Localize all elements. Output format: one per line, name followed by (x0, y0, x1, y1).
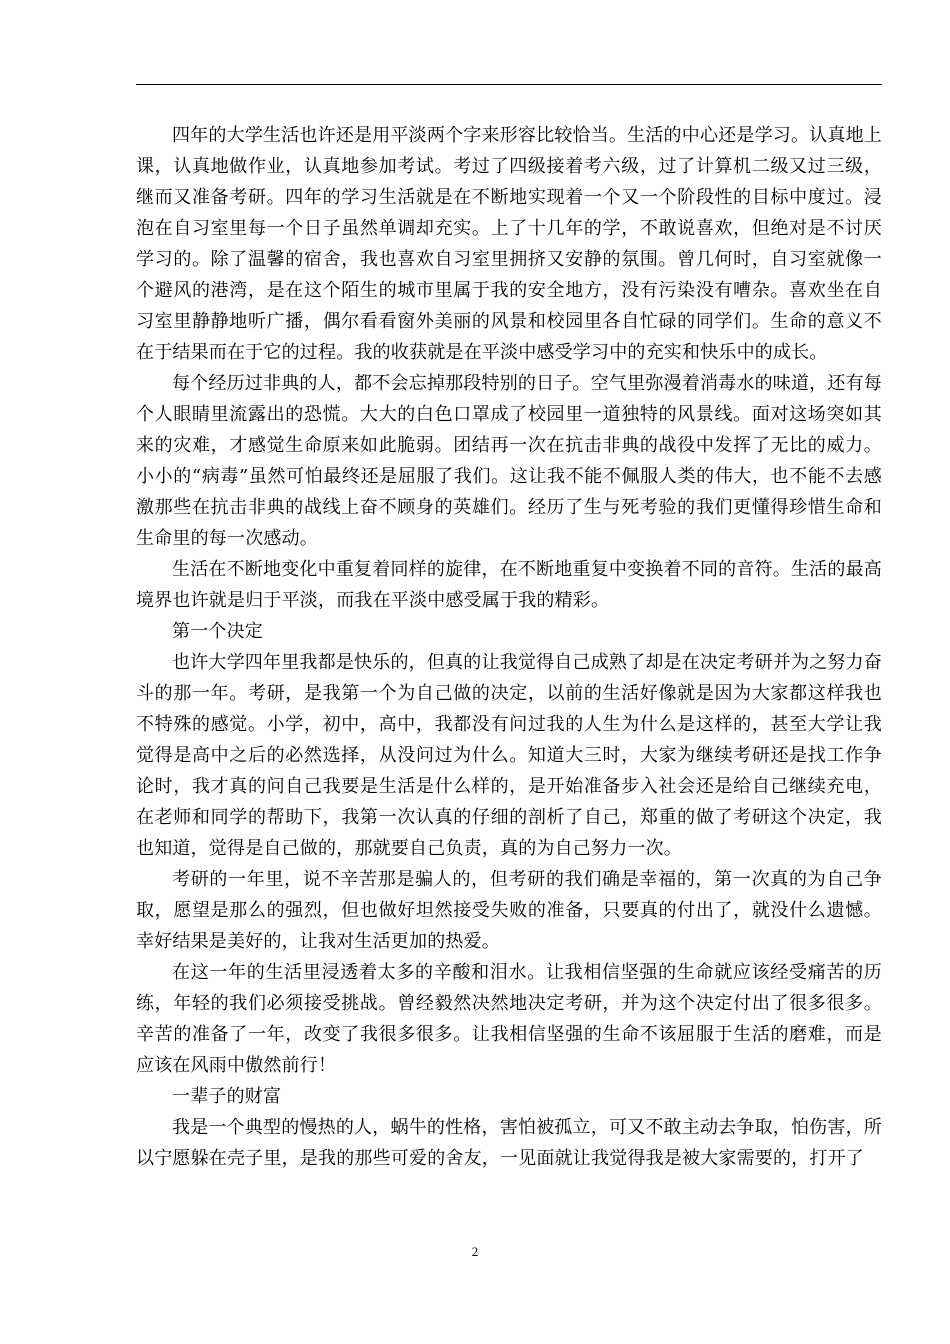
page-number: 2 (471, 1244, 479, 1259)
header-rule (136, 84, 882, 85)
paragraph-university-life: 四年的大学生活也许还是用平淡两个字来形容比较恰当。生活的中心还是学习。认真地上课，认真地做作业，认真地参加考试。考过了四级接着考六级，过了计算机二级又过三级，继而又准备考研。四年的学习生活就是在不断地实现着一个又一个阶段性的目标中度过。浸泡在自习室里每一个日子虽然单调却充实。上了十几年的学，不敢说喜欢，但绝对是不讨厌学习的。除了温馨的宿舍，我也喜欢自习室里拥挤又安静的氛围。曾几何时，自习室就像一个避风的港湾，是在这个陌生的城市里属于我的安全地方，没有污染没有嘈杂。喜欢坐在自习室里静静地听广播，偶尔看看窗外美丽的风景和校园里各自忙碌的同学们。生命的意义不在于结果而在于它的过程。我的收获就是在平淡中感受学习中的充实和快乐中的成长。 (136, 125, 882, 363)
paragraph-sars: 每个经历过非典的人，都不会忘掉那段特别的日子。空气里弥漫着消毒水的味道，还有每个人眼睛里流露出的恐慌。大大的白色口罩成了校园里一道独特的风景线。面对这场突如其来的灾难，才感觉生命原来如此脆弱。团结再一次在抗击非典的战役中发挥了无比的威力。小小的“病毒”虽然可怕最终还是屈服了我们。这让我不能不佩服人类的伟大，也不能不去感激那些在抗击非典的战线上奋不顾身的英雄们。经历了生与死考验的我们更懂得珍惜生命和生命里的每一次感动。 (136, 373, 882, 549)
document-body (136, 120, 882, 1174)
paragraph-decision: 也许大学四年里我都是快乐的，但真的让我觉得自己成熟了却是在决定考研并为之努力奋斗的那一年。考研，是我第一个为自己做的决定，以前的生活好像就是因为大家都这样我也不特殊的感觉。小学，初中，高中，我都没有问过我的人生为什么是这样的，甚至大学让我觉得是高中之后的必然选择，从没问过为什么。知道大三时，大家为继续考研还是找工作争论时，我才真的问自己我要是生活是什么样的，是开始准备步入社会还是给自己继续充电，在老师和同学的帮助下，我第一次认真的仔细的剖析了自己，郑重的做了考研这个决定，我也知道，觉得是自己做的，那就要自己负责，真的为自己努力一次。 (136, 652, 882, 859)
paragraph-life-melody: 生活在不断地变化中重复着同样的旋律，在不断地重复中变换着不同的音符。生活的最高境界也许就是归于平淡，而我在平淡中感受属于我的精彩。 (136, 559, 882, 611)
section-heading-first-decision: 第一个决定 (172, 621, 263, 642)
paragraph-roommates: 我是一个典型的慢热的人，蜗牛的性格，害怕被孤立，可又不敢主动去争取，怕伤害，所以宁愿躲在壳子里，是我的那些可爱的舍友，一见面就让我觉得我是被大家需要的，打开了 (136, 1117, 882, 1169)
section-heading-lifelong-wealth: 一辈子的财富 (172, 1086, 282, 1107)
paragraph-hardship: 在这一年的生活里浸透着太多的辛酸和泪水。让我相信坚强的生命就应该经受痛苦的历练，年轻的我们必须接受挑战。曾经毅然决然地决定考研，并为这个决定付出了很多很多。辛苦的准备了一年，改变了我很多很多。让我相信坚强的生命不该屈服于生活的磨难，而是应该在风雨中傲然前行！ (136, 962, 882, 1076)
paragraph-exam-year: 考研的一年里，说不辛苦那是骗人的，但考研的我们确是幸福的，第一次真的为自己争取，愿望是那么的强烈，但也做好坦然接受失败的准备，只要真的付出了，就没什么遗憾。幸好结果是美好的，让我对生活更加的热爱。 (136, 869, 882, 952)
